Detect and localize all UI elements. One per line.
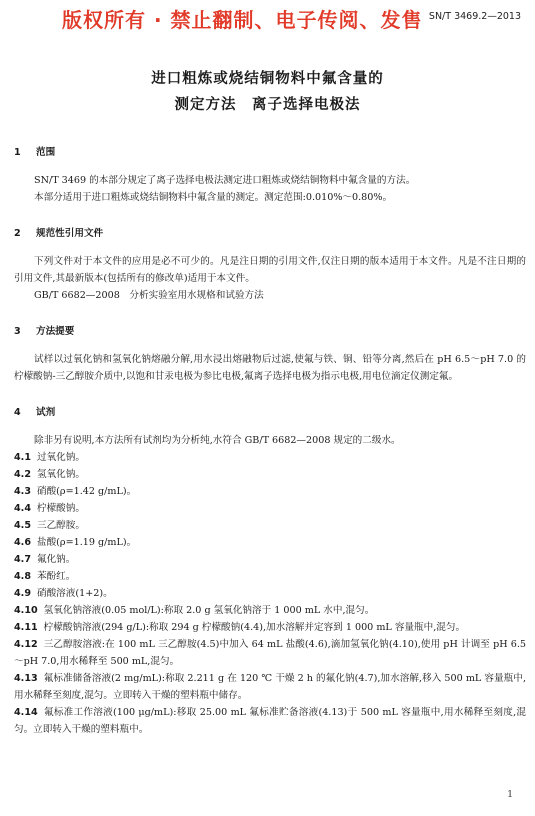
reagent-item-number: 4.8 [14, 571, 31, 582]
reference-gbt6682: GB/T 6682—2008 分析实验室用水规格和试验方法 [34, 290, 264, 301]
reagent-item-text: 盐酸(ρ=1.19 g/mL)。 [37, 537, 137, 548]
document-body [14, 144, 526, 738]
reagent-item-text: 氢氧化钠溶液(0.05 mol/L):称取 2.0 g 氢氧化钠溶于 1 000 mL 水中,混匀。 [43, 605, 375, 616]
page-number: 1 [507, 790, 513, 800]
reagent-item-number: 4.6 [14, 537, 31, 548]
reagent-item-number: 4.13 [14, 673, 38, 684]
reagents-intro: 除非另有说明,本方法所有试剂均为分析纯,水符合 GB/T 6682—2008 规定的二级水。 [34, 435, 401, 446]
reagent-item-number: 4.1 [14, 452, 31, 463]
reagent-item-number: 4.2 [14, 469, 31, 480]
title-line-1: 进口粗炼或烧结铜物料中氟含量的 [151, 71, 384, 87]
reagent-item [14, 551, 526, 568]
reagent-item-text: 硝酸(ρ=1.42 g/mL)。 [37, 486, 137, 497]
reagent-item-number: 4.7 [14, 554, 31, 565]
reagent-item [14, 568, 526, 585]
reagent-item [14, 619, 526, 636]
reagent-item-number: 4.12 [14, 639, 38, 650]
reagent-item [14, 585, 526, 602]
reagent-item [14, 517, 526, 534]
reagent-item [14, 602, 526, 619]
reagent-item-text: 柠檬酸钠。 [37, 503, 85, 514]
reagent-item-text: 硝酸溶液(1+2)。 [37, 588, 113, 599]
reagent-item-text: 苯酚红。 [37, 571, 76, 582]
copyright-watermark: 版权所有 · 禁止翻制、电子传阅、发售 [62, 8, 423, 32]
reagent-item-text: 氢氧化钠。 [37, 469, 85, 480]
reagent-item-text: 氟标准储备溶液(2 mg/mL):称取 2.211 g 在 120 ℃ 干燥 2 h 的氟化钠(4.7),加水溶解,移入 500 mL 容量瓶中,用水稀释至刻度,混匀。立即转入干燥的塑料瓶中储存。 [14, 673, 526, 701]
reagent-item-text: 三乙醇胺。 [37, 520, 85, 531]
scope-paragraph-2: 本部分适用于进口粗炼或烧结铜物料中氟含量的测定。测定范围:0.010%～0.80%。 [34, 192, 393, 203]
title-line-2: 测定方法 离子选择电极法 [174, 97, 361, 113]
reagent-item-text: 过氧化钠。 [37, 452, 85, 463]
section-heading-reagents: 4 试剂 [14, 407, 56, 418]
section-heading-principle: 3 方法提要 [14, 326, 75, 337]
reagent-item [14, 500, 526, 517]
section-heading-references: 2 规范性引用文件 [14, 228, 104, 239]
section-heading-scope: 1 范围 [14, 147, 56, 158]
reagent-item-number: 4.9 [14, 588, 31, 599]
reagent-item-text: 三乙醇胺溶液:在 100 mL 三乙醇胺(4.5)中加入 64 mL 盐酸(4.6),滴加氢氧化钠(4.10),使用 pH 计调至 pH 6.5～pH 7.0,用水稀释至 500 mL,混匀。 [14, 639, 526, 667]
reagent-item-number: 4.4 [14, 503, 31, 514]
reagent-item-number: 4.14 [14, 707, 38, 718]
reagent-item-number: 4.10 [14, 605, 38, 616]
reagent-item-number: 4.5 [14, 520, 31, 531]
reagent-item-text: 氟标准工作溶液(100 μg/mL):移取 25.00 mL 氟标准贮备溶液(4.13)于 500 mL 容量瓶中,用水稀释至刻度,混匀。立即转入干燥的塑料瓶中。 [14, 707, 526, 735]
references-paragraph: 下列文件对于本文件的应用是必不可少的。凡是注日期的引用文件,仅注日期的版本适用于本文件。凡是不注日期的引用文件,其最新版本(包括所有的修改单)适用于本文件。 [14, 256, 526, 284]
reagent-item [14, 670, 526, 704]
reagent-item [14, 636, 526, 670]
reagent-item [14, 466, 526, 483]
reagent-item-text: 柠檬酸钠溶液(294 g/L):称取 294 g 柠檬酸钠(4.4),加水溶解并定容到 1 000 mL 容量瓶中,混匀。 [43, 622, 466, 633]
scope-paragraph-1: SN/T 3469 的本部分规定了离子选择电极法测定进口粗炼或烧结铜物料中氟含量的方法。 [34, 175, 416, 186]
document-number: SN/T 3469.2—2013 [428, 11, 521, 22]
reagent-item-number: 4.11 [14, 622, 38, 633]
reagent-item [14, 449, 526, 466]
reagent-item-text: 氟化钠。 [37, 554, 76, 565]
reagent-list [14, 449, 526, 738]
reagent-item-number: 4.3 [14, 486, 31, 497]
principle-paragraph: 试样以过氧化钠和氢氧化钠熔融分解,用水浸出熔融物后过滤,使氟与铁、铜、铅等分离,然后在 pH 6.5～pH 7.0 的柠檬酸钠-三乙醇胺介质中,以饱和甘汞电极为参比电极,氟离子选择电极为指示电极,用电位滴定仪测定氟。 [14, 354, 526, 382]
document-title [0, 66, 535, 118]
reagent-item [14, 534, 526, 551]
reagent-item [14, 483, 526, 500]
reagent-item [14, 704, 526, 738]
